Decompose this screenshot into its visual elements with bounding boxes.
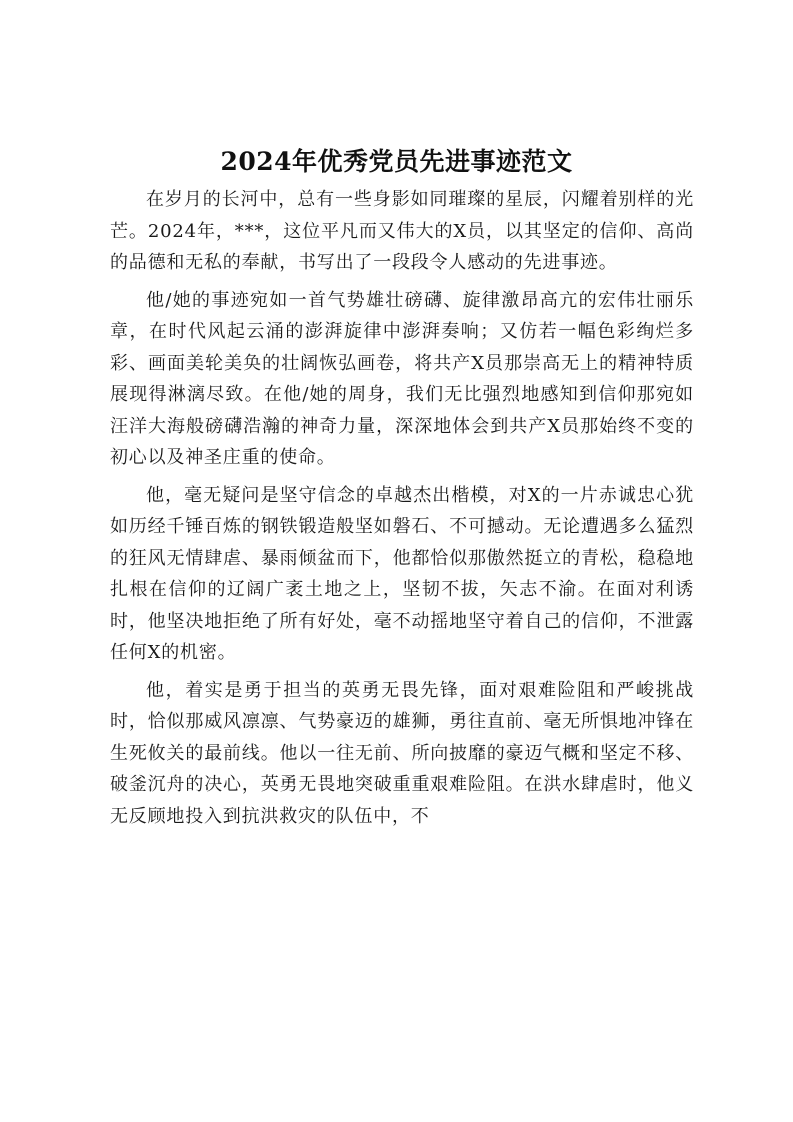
paragraph-1: 在岁月的长河中，总有一些身影如同璀璨的星辰，闪耀着别样的光芒。2024年，***，这位平凡而又伟大的X员，以其坚定的信仰、高尚的品德和无私的奉献，书写出了一段段令人感动的先进事迹。 <box>110 189 694 273</box>
document-body <box>110 184 694 1084</box>
paragraph-4: 他，着实是勇于担当的英勇无畏先锋，面对艰难险阻和严峻挑战时，恰似那威风凛凛、气势豪迈的雄狮，勇往直前、毫无所惧地冲锋在生死攸关的最前线。他以一往无前、所向披靡的豪迈气概和坚定不移、破釜沉舟的决心，英勇无畏地突破重重艰难险阻。在洪水肆虐时，他义无反顾地投入到抗洪救灾的队伍中，不 <box>110 679 694 827</box>
paragraph-3: 他，毫无疑问是坚守信念的卓越杰出楷模，对X的一片赤诚忠心犹如历经千锤百炼的钢铁锻造般坚如磐石、不可撼动。无论遭遇多么猛烈的狂风无情肆虐、暴雨倾盆而下，他都恰似那傲然挺立的青松，稳稳地扎根在信仰的辽阔广袤土地之上，坚韧不拔，矢志不渝。在面对利诱时，他坚决地拒绝了所有好处，毫不动摇地坚守着自己的信仰，不泄露任何X的机密。 <box>110 484 694 663</box>
document-title: 2024年优秀党员先进事迹范文 <box>220 147 573 176</box>
paragraph-2: 他/她的事迹宛如一首气势雄壮磅礴、旋律激昂高亢的宏伟壮丽乐章，在时代风起云涌的澎湃旋律中澎湃奏响；又仿若一幅色彩绚烂多彩、画面美轮美奂的壮阔恢弘画卷，将共产X员那崇高无上的精神特质展现得淋漓尽致。在他/她的周身，我们无比强烈地感知到信仰那宛如汪洋大海般磅礴浩瀚的神奇力量，深深地体会到共产X员那始终不变的初心以及神圣庄重的使命。 <box>110 289 694 468</box>
